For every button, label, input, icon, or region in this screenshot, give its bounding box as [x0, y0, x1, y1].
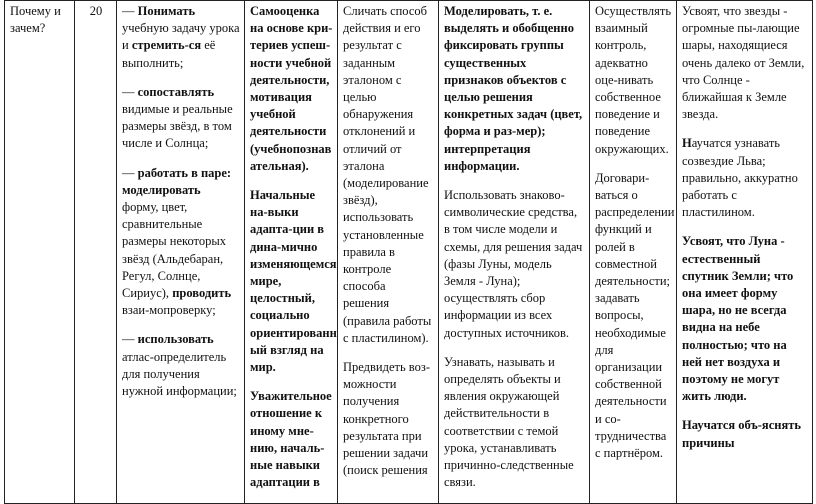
subject-text: Научатся узнавать созвездие Льва; правильно, аккуратно работать с пластилином.: [682, 136, 798, 220]
activity-item: — Понимать учебную задачу урока и стремить-ся её выполнить;: [122, 4, 240, 70]
subject-text: Усвоят, что Луна - естественный спутник Земли; что она имеет форму шара, но не всегда видна на небе полностью; что на ней нет воздуха и поэтому не могут жить люди.: [682, 234, 794, 404]
regulatory-text: Сличать способ действия и его результат с заданным эталоном с целью обнаружения отклонений и отличий от эталона (моделирование звёзд), использовать установленные правила в контроле способа решения (правила работы с пластилином).: [343, 4, 432, 345]
activity-item: — сопоставлять видимые и реальные размеры звёзд, в том числе и Солнца;: [122, 84, 233, 151]
cognitive-text: Моделировать, т. е. выделять и обобщенно фиксировать группы существенных признаков объектов с целью решения конкретных задач (цвет, форма и раз-мер); интерпретация информации.: [444, 4, 583, 173]
minutes-text: 20: [89, 4, 103, 18]
activity-item: — использовать атлас-определитель для получения нужной информации;: [122, 332, 237, 399]
subject-text: Научатся объ-яснять причины: [682, 418, 801, 450]
personal-text: Начальные на-выки адапта-ции в дина-мично изменяющемся мире, целостный, социально ориентированн ый взгляд на мир.: [250, 188, 337, 375]
communicative-cell: [590, 1, 677, 504]
cognitive-text: Использовать знаково-символические средства, в том числе модели и схемы, для решения задач (фазы Луны, модель Земля - Луна); осуществлять сбор информации из всех доступных источников.: [444, 188, 583, 340]
table-row: [5, 1, 813, 504]
minutes-cell: [75, 1, 117, 504]
question-cell: [5, 1, 75, 504]
cognitive-text: Узнавать, называть и определять объекты и явления окружающей действительности в соответствии с темой урока, устанавливать причинно-следственные связи.: [444, 354, 574, 490]
communicative-text: Договари-ваться о распределении функций и ролей в совместной деятельности; задавать вопросы, необходимые для организации собственной деятельности и со-трудничества с партнёром.: [595, 170, 675, 461]
lesson-plan-table: [4, 0, 813, 504]
communicative-text: Осуществлять взаимный контроль, адекватно оце-нивать собственное поведение и поведение окружающих.: [595, 4, 672, 156]
subject-results-cell: [677, 1, 813, 504]
cognitive-cell: [439, 1, 590, 504]
question-text: Почему и зачем?: [10, 4, 61, 36]
activities-cell: [117, 1, 245, 504]
personal-text: Самооценка на основе кри-териев успеш-ности учебной деятельности, мотивация учебной деятельности (учебнопознав ательная).: [250, 4, 333, 173]
activity-item: — работать в паре: моделировать форму, цвет, сравнительные размеры некоторых звёзд (Альдебаран, Регул, Солнце, Сириус), проводить взаи-мопроверку;: [122, 165, 232, 318]
regulatory-text: Предвидеть воз-можности получения конкретного результата при решении задачи (поиск решения: [343, 360, 430, 478]
personal-results-cell: [245, 1, 338, 504]
regulatory-cell: [338, 1, 439, 504]
personal-text: Уважительное отношение к иному мне-нию, началь-ные навыки адаптации в: [250, 389, 332, 490]
subject-text: Усвоят, что звезды - огромные пы-лающие шары, находящиеся очень далеко от Земли, что Солнце - ближайшая к Земле звезда.: [682, 4, 805, 122]
